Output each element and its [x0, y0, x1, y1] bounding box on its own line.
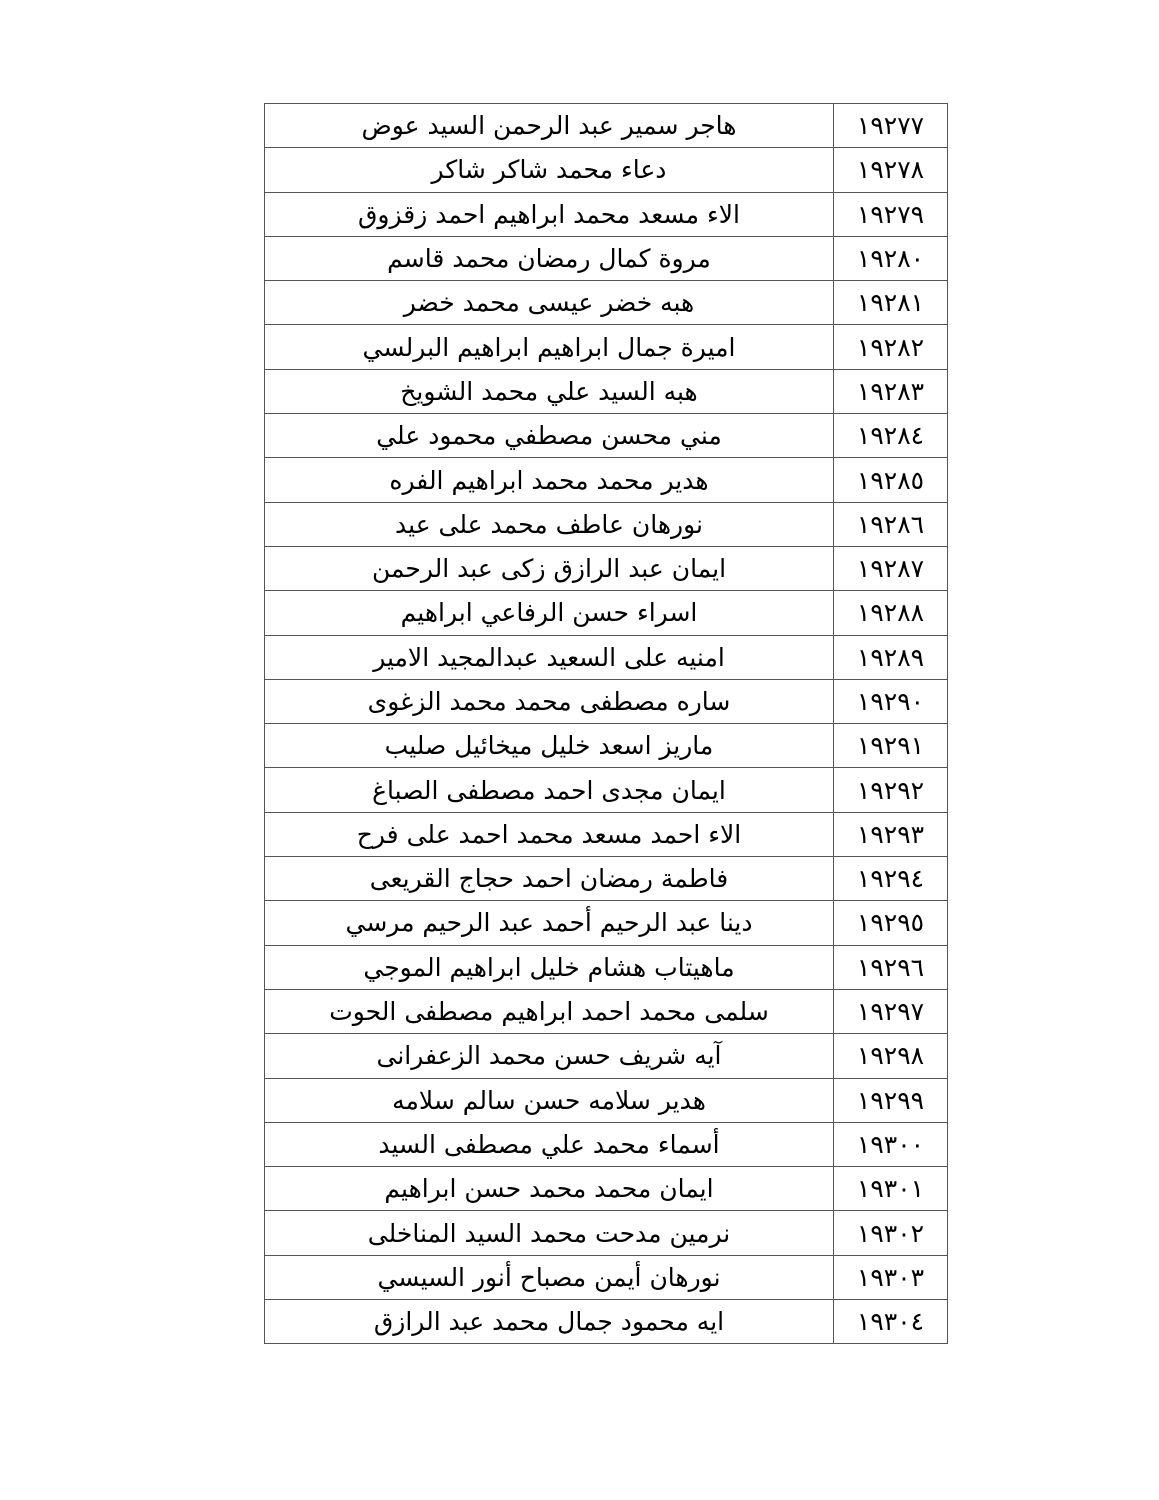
row-number-cell: ١٩٢٩٧: [834, 989, 948, 1033]
name-cell: نورهان عاطف محمد على عيد: [265, 502, 834, 546]
row-number-cell: ١٩٢٨٨: [834, 591, 948, 635]
name-cell: نرمين مدحت محمد السيد المناخلى: [265, 1211, 834, 1255]
name-cell: ماريز اسعد خليل ميخائيل صليب: [265, 724, 834, 768]
name-cell: ساره مصطفى محمد محمد الزغوى: [265, 679, 834, 723]
table-row: [265, 724, 948, 768]
row-number-cell: ١٩٢٩٣: [834, 812, 948, 856]
row-number-cell: ١٩٣٠٠: [834, 1122, 948, 1166]
table-row: [265, 1078, 948, 1122]
row-number-cell: ١٩٢٩٤: [834, 857, 948, 901]
name-cell: هاجر سمير عبد الرحمن السيد عوض: [265, 104, 834, 148]
table-row: [265, 679, 948, 723]
name-cell: فاطمة رمضان احمد حجاج القريعى: [265, 857, 834, 901]
row-number-cell: ١٩٢٩٨: [834, 1034, 948, 1078]
row-number-cell: ١٩٢٨٦: [834, 502, 948, 546]
row-number-cell: ١٩٢٩١: [834, 724, 948, 768]
name-cell: ايه محمود جمال محمد عبد الرازق: [265, 1300, 834, 1344]
row-number-cell: ١٩٢٧٧: [834, 104, 948, 148]
row-number-cell: ١٩٢٨٠: [834, 236, 948, 280]
table-row: [265, 1167, 948, 1211]
row-number-cell: ١٩٣٠٣: [834, 1255, 948, 1299]
row-number-cell: ١٩٢٨٧: [834, 546, 948, 590]
name-cell: أسماء محمد علي مصطفى السيد: [265, 1122, 834, 1166]
row-number-cell: ١٩٣٠٢: [834, 1211, 948, 1255]
name-cell: اميرة جمال ابراهيم ابراهيم البرلسي: [265, 325, 834, 369]
name-cell: دعاء محمد شاكر شاكر: [265, 148, 834, 192]
row-number-cell: ١٩٢٩٩: [834, 1078, 948, 1122]
row-number-cell: ١٩٢٧٨: [834, 148, 948, 192]
table-row: [265, 1122, 948, 1166]
name-cell: اسراء حسن الرفاعي ابراهيم: [265, 591, 834, 635]
name-cell: نورهان أيمن مصباح أنور السيسي: [265, 1255, 834, 1299]
table-row: [265, 812, 948, 856]
table-row: [265, 546, 948, 590]
table-row: [265, 458, 948, 502]
name-cell: سلمى محمد احمد ابراهيم مصطفى الحوت: [265, 989, 834, 1033]
row-number-cell: ١٩٣٠٤: [834, 1300, 948, 1344]
row-number-cell: ١٩٢٩٢: [834, 768, 948, 812]
table-row: [265, 414, 948, 458]
name-cell: آيه شريف حسن محمد الزعفرانى: [265, 1034, 834, 1078]
name-cell: هبه السيد علي محمد الشويخ: [265, 369, 834, 413]
table-row: [265, 502, 948, 546]
table-row: [265, 1211, 948, 1255]
row-number-cell: ١٩٢٨٥: [834, 458, 948, 502]
name-cell: هدير محمد محمد ابراهيم الفره: [265, 458, 834, 502]
name-cell: مني محسن مصطفي محمود علي: [265, 414, 834, 458]
name-cell: الاء مسعد محمد ابراهيم احمد زقزوق: [265, 192, 834, 236]
row-number-cell: ١٩٢٨٣: [834, 369, 948, 413]
row-number-cell: ١٩٣٠١: [834, 1167, 948, 1211]
row-number-cell: ١٩٢٨٤: [834, 414, 948, 458]
row-number-cell: ١٩٢٩٦: [834, 945, 948, 989]
name-cell: الاء احمد مسعد محمد احمد على فرح: [265, 812, 834, 856]
name-cell: ايمان محمد محمد حسن ابراهيم: [265, 1167, 834, 1211]
table-row: [265, 591, 948, 635]
row-number-cell: ١٩٢٩٥: [834, 901, 948, 945]
name-cell: دينا عبد الرحيم أحمد عبد الرحيم مرسي: [265, 901, 834, 945]
table-row: [265, 148, 948, 192]
table-row: [265, 768, 948, 812]
table-row: [265, 901, 948, 945]
name-cell: هبه خضر عيسى محمد خضر: [265, 281, 834, 325]
row-number-cell: ١٩٢٨٢: [834, 325, 948, 369]
row-number-cell: ١٩٢٧٩: [834, 192, 948, 236]
row-number-cell: ١٩٢٨٩: [834, 635, 948, 679]
table-row: [265, 1034, 948, 1078]
row-number-cell: ١٩٢٩٠: [834, 679, 948, 723]
table-row: [265, 857, 948, 901]
name-cell: هدير سلامه حسن سالم سلامه: [265, 1078, 834, 1122]
name-cell: مروة كمال رمضان محمد قاسم: [265, 236, 834, 280]
name-cell: امنيه على السعيد عبدالمجيد الامير: [265, 635, 834, 679]
name-cell: ايمان عبد الرازق زكى عبد الرحمن: [265, 546, 834, 590]
table-row: [265, 104, 948, 148]
table-row: [265, 369, 948, 413]
names-table-body: [265, 104, 948, 1344]
table-row: [265, 192, 948, 236]
table-row: [265, 635, 948, 679]
table-row: [265, 281, 948, 325]
table-row: [265, 325, 948, 369]
table-row: [265, 945, 948, 989]
table-row: [265, 236, 948, 280]
table-row: [265, 989, 948, 1033]
table-row: [265, 1255, 948, 1299]
names-table: [264, 103, 948, 1344]
name-cell: ماهيتاب هشام خليل ابراهيم الموجي: [265, 945, 834, 989]
row-number-cell: ١٩٢٨١: [834, 281, 948, 325]
table-row: [265, 1300, 948, 1344]
name-cell: ايمان مجدى احمد مصطفى الصباغ: [265, 768, 834, 812]
